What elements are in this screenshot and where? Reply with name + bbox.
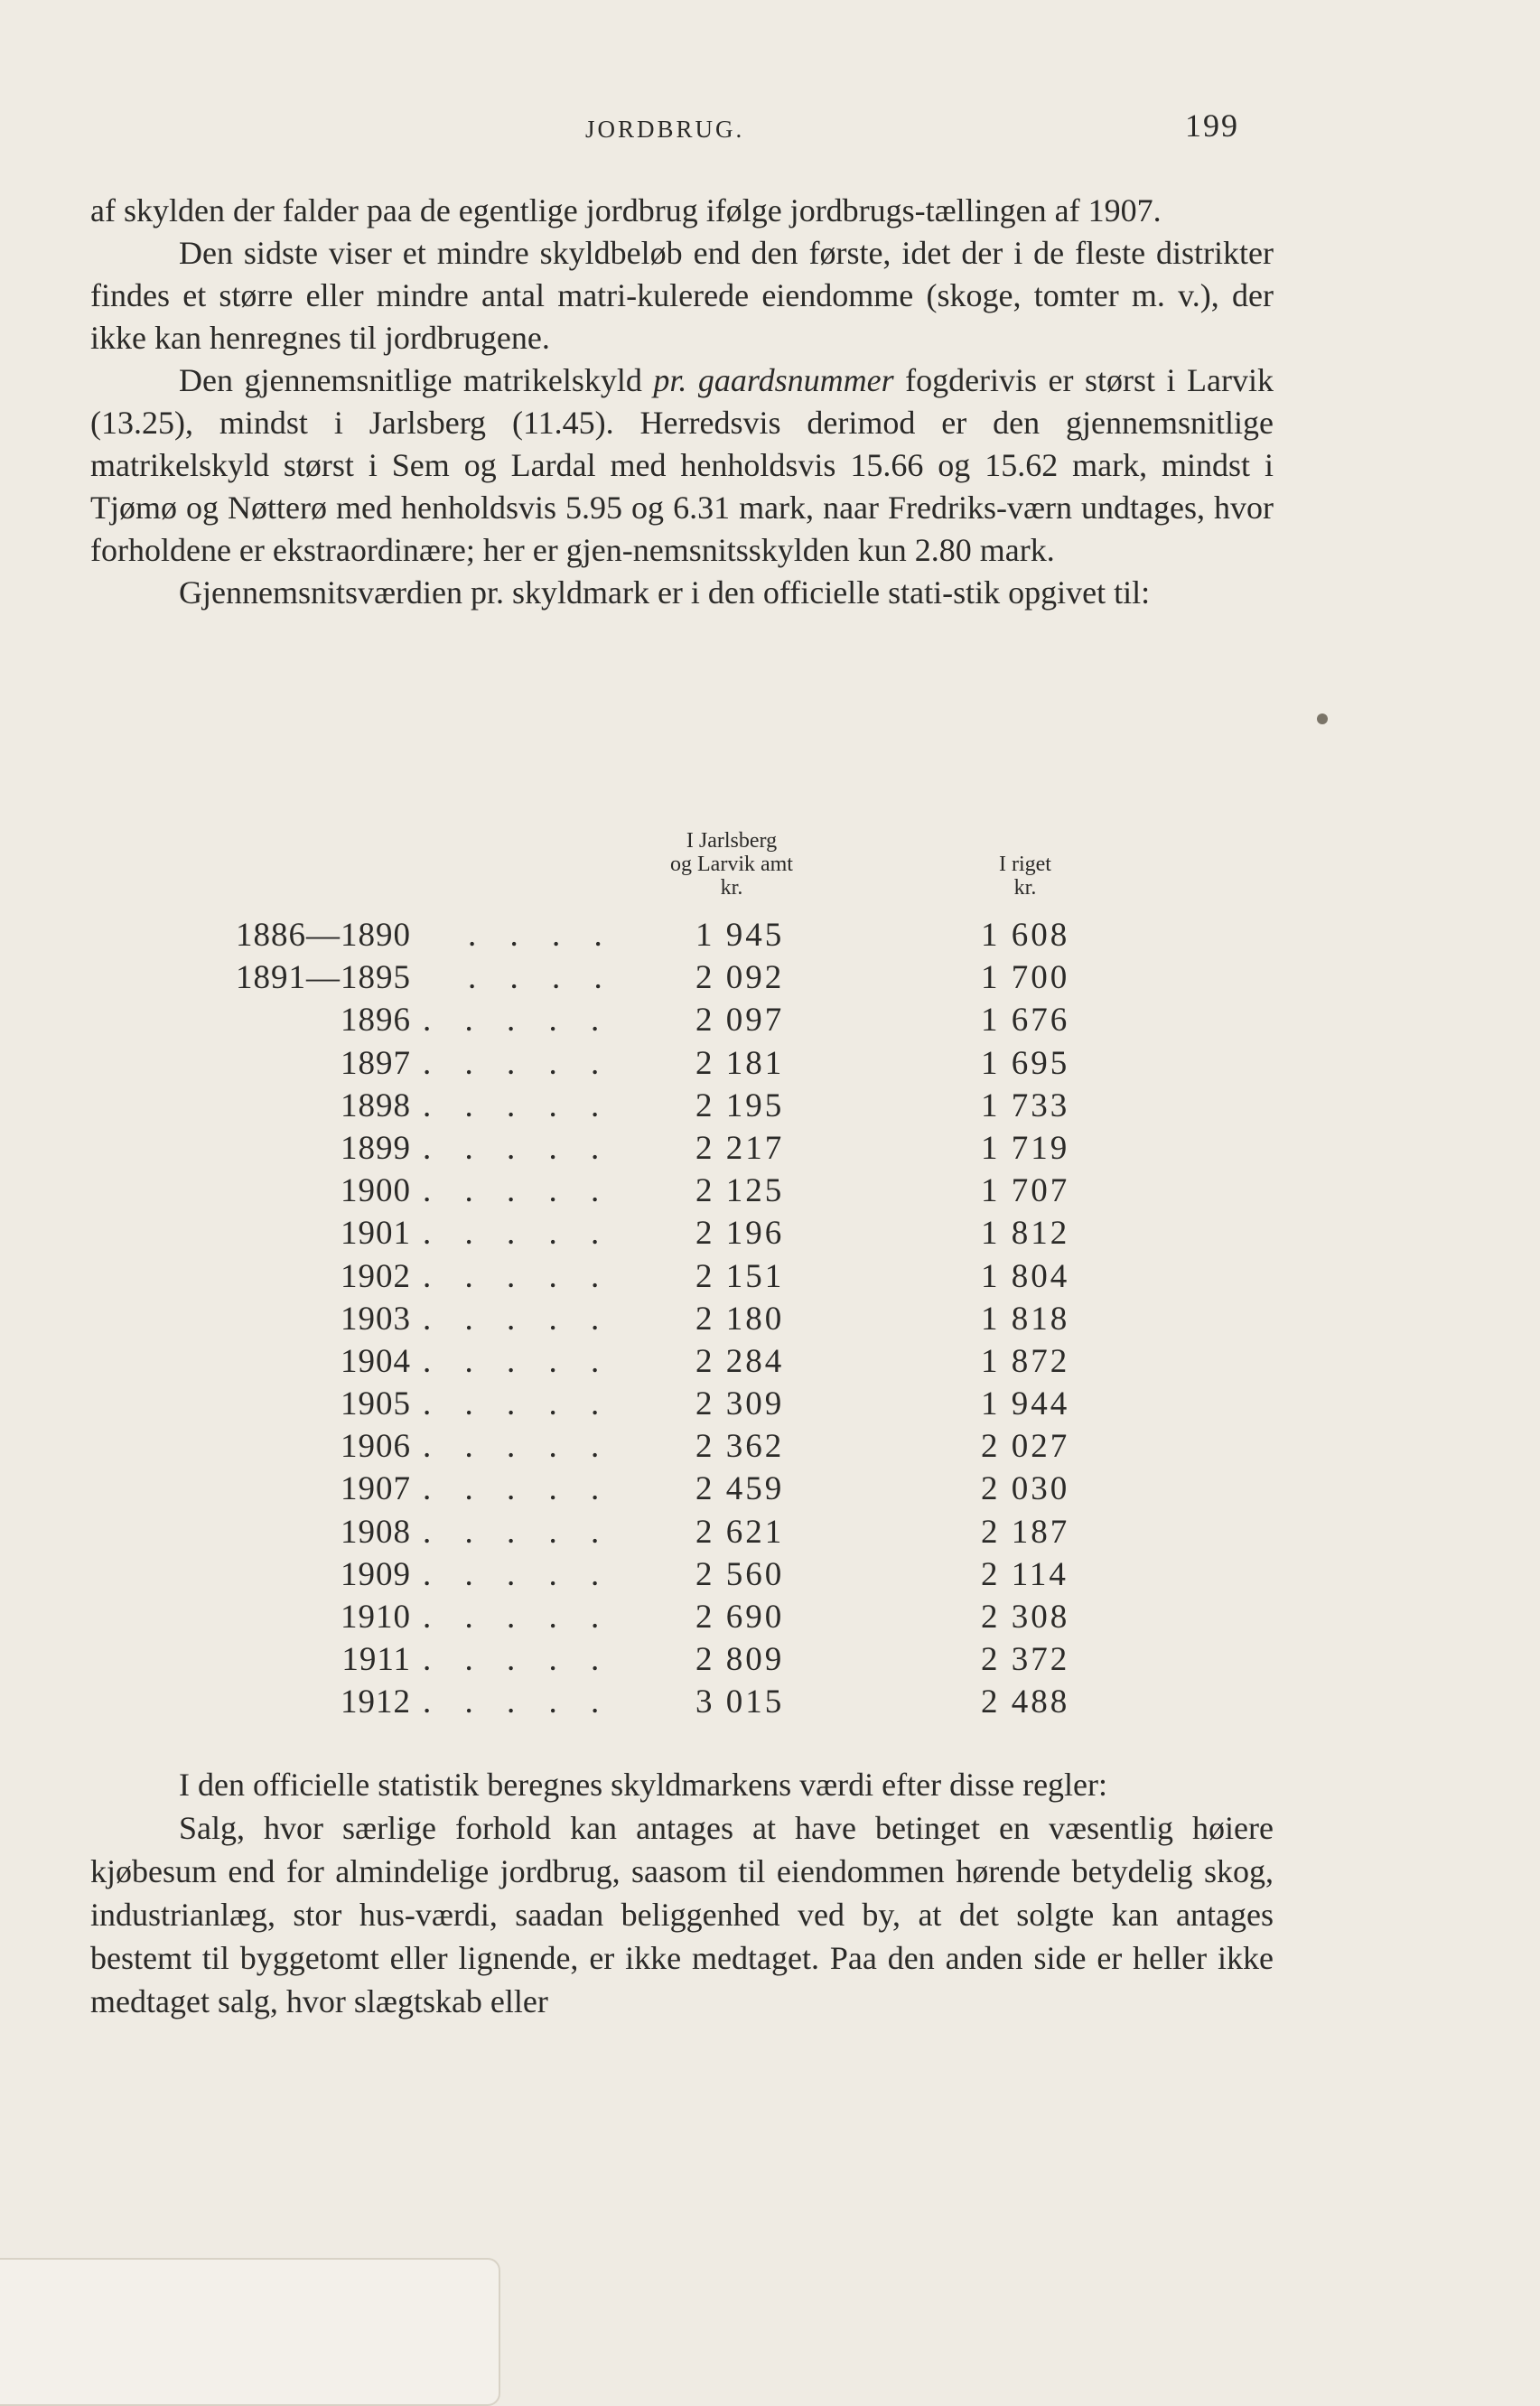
value-riget: 1 700 xyxy=(981,959,1070,997)
row-period: 1898 xyxy=(341,1086,411,1124)
row-period: 1891—1895 xyxy=(236,959,411,997)
leader-dots: . . . . . xyxy=(423,1086,612,1124)
column-header-line: kr. xyxy=(1013,876,1037,900)
leader-dots: . . . . . xyxy=(423,1172,612,1210)
table-row xyxy=(0,1553,1540,1596)
paragraph xyxy=(90,359,1274,572)
value-riget: 2 488 xyxy=(981,1683,1070,1721)
row-period: 1886—1890 xyxy=(236,917,411,954)
leader-dots: . . . . . xyxy=(423,1599,612,1636)
value-jarlsberg-larvik: 2 125 xyxy=(695,1172,785,1210)
table-row xyxy=(0,1468,1540,1510)
table-row xyxy=(0,1212,1540,1254)
table-row xyxy=(0,914,1540,956)
row-period: 1899 xyxy=(341,1129,411,1167)
value-jarlsberg-larvik: 2 621 xyxy=(695,1513,785,1551)
leader-dots: . . . . . xyxy=(423,1002,612,1040)
value-riget: 2 308 xyxy=(981,1599,1070,1636)
table-row xyxy=(0,1596,1540,1638)
value-riget: 2 030 xyxy=(981,1470,1070,1508)
value-riget: 2 027 xyxy=(981,1428,1070,1466)
value-riget: 2 187 xyxy=(981,1513,1070,1551)
value-riget: 1 944 xyxy=(981,1385,1070,1423)
column-header-line: I riget xyxy=(999,853,1051,876)
table-row xyxy=(0,1085,1540,1127)
leader-dots: . . . . . xyxy=(423,1428,612,1466)
row-period: 1903 xyxy=(341,1300,411,1338)
paragraph: Salg, hvor særlige forhold kan antages at have betinget en væsentlig høiere kjøbesum end for almindelige jordbrug, saasom til eiendommen hørende betydelig skog, industrianlæg, stor hus-værdi, saadan beliggenhed ved by, at det solgte kan antages bestemt til byggetomt eller lignende, er ikke medtaget. Paa den anden side er heller ikke medtaget salg, hvor slægtskab eller xyxy=(90,1810,1274,2019)
value-jarlsberg-larvik: 2 097 xyxy=(695,1002,785,1040)
table-row xyxy=(0,1170,1540,1212)
value-riget: 1 608 xyxy=(981,917,1070,954)
page-header xyxy=(0,107,1540,152)
leader-dots: . . . . . xyxy=(423,1470,612,1508)
body-text-bottom xyxy=(90,1763,1274,2023)
value-riget: 1 872 xyxy=(981,1342,1070,1380)
table-row xyxy=(0,1511,1540,1553)
value-jarlsberg-larvik: 2 092 xyxy=(695,959,785,997)
value-jarlsberg-larvik: 2 459 xyxy=(695,1470,785,1508)
table-body xyxy=(0,914,1540,1724)
column-header-line: kr. xyxy=(720,876,743,900)
row-period: 1910 xyxy=(341,1599,411,1636)
leader-dots: . . . . . xyxy=(423,1683,612,1721)
value-riget: 1 719 xyxy=(981,1129,1070,1167)
column-header-riget xyxy=(939,853,1111,900)
table-row xyxy=(0,1127,1540,1170)
leader-dots: . . . . . xyxy=(423,1555,612,1593)
value-table xyxy=(0,829,1540,1732)
table-row xyxy=(0,1638,1540,1681)
value-riget: 1 812 xyxy=(981,1215,1070,1253)
paragraph: Den sidste viser et mindre skyldbeløb end den første, idet der i de fleste distrikter findes et større eller mindre antal matri-kulerede eiendomme (skoge, tomter m. v.), der ikke kan henregnes til jordbrugene. xyxy=(90,235,1274,356)
row-period: 1909 xyxy=(341,1555,411,1593)
leader-dots: . . . . xyxy=(468,959,615,997)
value-riget: 1 707 xyxy=(981,1172,1070,1210)
leader-dots: . . . . . xyxy=(423,1044,612,1082)
table-row xyxy=(0,1383,1540,1425)
table-row xyxy=(0,1298,1540,1340)
leader-dots: . . . . xyxy=(468,917,615,954)
table-row xyxy=(0,999,1540,1041)
value-jarlsberg-larvik: 2 181 xyxy=(695,1044,785,1082)
column-header-jarlsberg-larvik xyxy=(623,829,840,900)
value-riget: 1 676 xyxy=(981,1002,1070,1040)
body-text-top xyxy=(90,190,1274,614)
margin-mark xyxy=(1317,713,1328,724)
row-period: 1912 xyxy=(341,1683,411,1721)
paragraph-text: fogderivis er størst i Larvik (13.25), mindst i Jarlsberg (11.45). Herredsvis derimod er den gjennemsnitlige matrikelskyld størst i Sem og Lardal med henholdsvis 15.66 og 15.62 mark, mindst i Tjømø og Nøtterø med henholdsvis 5.95 og 6.31 mark, naar Fredriks-værn undtages, hvor forholdene er ekstraordinære; her er gjen-nemsnitsskylden kun 2.80 mark. xyxy=(90,362,1274,568)
value-riget: 1 804 xyxy=(981,1257,1070,1295)
table-row xyxy=(0,1042,1540,1085)
value-jarlsberg-larvik: 2 690 xyxy=(695,1599,785,1636)
value-jarlsberg-larvik: 2 284 xyxy=(695,1342,785,1380)
column-header-line: og Larvik amt xyxy=(670,853,793,876)
running-title: JORDBRUG. xyxy=(585,116,745,143)
row-period: 1904 xyxy=(341,1342,411,1380)
value-jarlsberg-larvik: 2 309 xyxy=(695,1385,785,1423)
row-period: 1901 xyxy=(341,1215,411,1253)
leader-dots: . . . . . xyxy=(423,1300,612,1338)
leader-dots: . . . . . xyxy=(423,1129,612,1167)
table-row xyxy=(0,1255,1540,1298)
table-row xyxy=(0,1425,1540,1468)
leader-dots: . . . . . xyxy=(423,1215,612,1253)
page-corner-fold xyxy=(0,2258,500,2406)
value-jarlsberg-larvik: 2 560 xyxy=(695,1555,785,1593)
page-number: 199 xyxy=(1185,107,1239,144)
value-riget: 2 114 xyxy=(981,1555,1069,1593)
italic-phrase: pr. gaardsnummer xyxy=(653,362,894,398)
paragraph: af skylden der falder paa de egentlige jordbrug ifølge jordbrugs-tællingen af 1907. xyxy=(90,192,1162,228)
row-period: 1906 xyxy=(341,1428,411,1466)
table-row xyxy=(0,956,1540,999)
value-jarlsberg-larvik: 2 809 xyxy=(695,1641,785,1679)
value-jarlsberg-larvik: 2 362 xyxy=(695,1428,785,1466)
row-period: 1896 xyxy=(341,1002,411,1040)
row-period: 1908 xyxy=(341,1513,411,1551)
value-riget: 1 733 xyxy=(981,1086,1070,1124)
leader-dots: . . . . . xyxy=(423,1641,612,1679)
leader-dots: . . . . . xyxy=(423,1385,612,1423)
value-jarlsberg-larvik: 2 195 xyxy=(695,1086,785,1124)
leader-dots: . . . . . xyxy=(423,1257,612,1295)
paragraph-text: Den gjennemsnitlige matrikelskyld xyxy=(179,362,654,398)
value-riget: 2 372 xyxy=(981,1641,1070,1679)
value-jarlsberg-larvik: 2 217 xyxy=(695,1129,785,1167)
row-period: 1900 xyxy=(341,1172,411,1210)
paragraph: Gjennemsnitsværdien pr. skyldmark er i den officielle stati-stik opgivet til: xyxy=(179,574,1151,611)
value-jarlsberg-larvik: 3 015 xyxy=(695,1683,785,1721)
value-jarlsberg-larvik: 2 151 xyxy=(695,1257,785,1295)
value-jarlsberg-larvik: 1 945 xyxy=(695,917,785,954)
row-period: 1907 xyxy=(341,1470,411,1508)
leader-dots: . . . . . xyxy=(423,1513,612,1551)
row-period: 1897 xyxy=(341,1044,411,1082)
value-jarlsberg-larvik: 2 180 xyxy=(695,1300,785,1338)
paragraph: I den officielle statistik beregnes skyldmarkens værdi efter disse regler: xyxy=(179,1767,1108,1803)
row-period: 1911 xyxy=(341,1641,411,1679)
table-row xyxy=(0,1681,1540,1723)
column-header-line: I Jarlsberg xyxy=(686,829,778,853)
leader-dots: . . . . . xyxy=(423,1342,612,1380)
value-riget: 1 818 xyxy=(981,1300,1070,1338)
value-jarlsberg-larvik: 2 196 xyxy=(695,1215,785,1253)
row-period: 1902 xyxy=(341,1257,411,1295)
row-period: 1905 xyxy=(341,1385,411,1423)
value-riget: 1 695 xyxy=(981,1044,1070,1082)
table-row xyxy=(0,1340,1540,1383)
